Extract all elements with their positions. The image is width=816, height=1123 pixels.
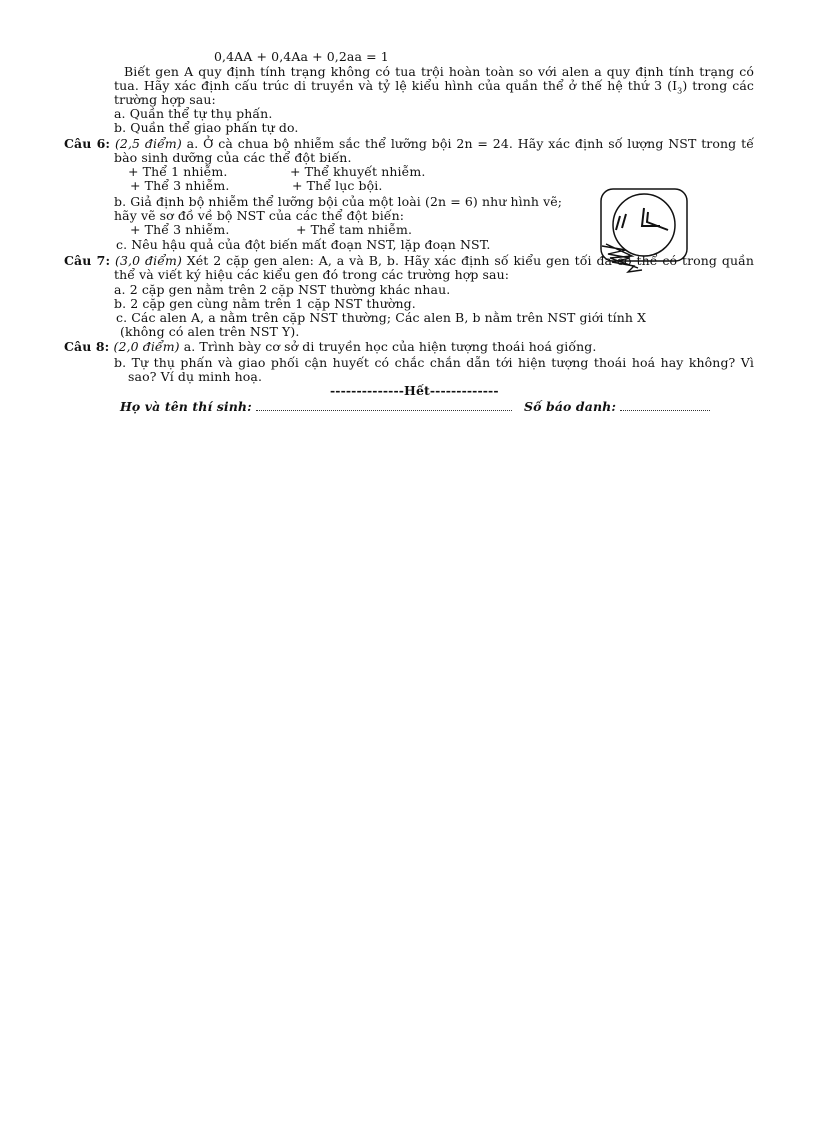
end-marker: --------------Hết-------------: [330, 383, 499, 398]
paragraph-line: thể và viết ký hiệu các kiểu gen đó trong các trường hợp sau:: [114, 267, 510, 282]
paragraph-line: b. Giả định bộ nhiễm thể lưỡng bội của một loài (2n = 6) như hình vẽ;: [114, 194, 563, 209]
id-blank: [620, 400, 710, 411]
option-line: + Thể tam nhiễm.: [296, 222, 413, 237]
paragraph-line: b. Tự thụ phấn và giao phối cận huyết có chắc chắn dẫn tới hiện tượng thoái hoá hay không? Vì: [114, 355, 754, 370]
question-points: (2,0 điểm): [113, 339, 180, 354]
question-points: (3,0 điểm): [115, 253, 182, 268]
option-line: + Thể 3 nhiễm.: [130, 222, 230, 237]
paragraph-line: c. Nêu hậu quả của đột biến mất đoạn NST, lặp đoạn NST.: [116, 237, 491, 252]
name-blank: [256, 400, 512, 411]
id-label: Số báo danh:: [523, 399, 617, 414]
chromosome-mark: [622, 214, 626, 228]
option-line: + Thể lục bội.: [292, 178, 383, 193]
paragraph-line: Biết gen A quy định tính trạng không có tua trội hoàn toàn so với alen a quy định tính trạng có: [124, 64, 754, 79]
paragraph-line: (không có alen trên NST Y).: [120, 324, 300, 339]
option-line: + Thể 3 nhiễm.: [130, 178, 230, 193]
paragraph-line: trường hợp sau:: [114, 92, 216, 107]
candidate-info: [120, 400, 710, 414]
paragraph-line: tua. Hãy xác định cấu trúc di truyền và tỷ lệ kiểu hình của quần thể ở thế hệ thứ 3 $(I_3)$ trong các: [114, 78, 754, 96]
option-line: a. 2 cặp gen nằm trên 2 cặp NST thường khác nhau.: [114, 282, 451, 297]
question-label: Câu 8:: [64, 339, 110, 354]
question-label: Câu 6:: [64, 136, 111, 151]
chromosome-mark: [647, 212, 668, 230]
chromosome-mark: [616, 216, 620, 230]
question-6: Câu 6: (2,5 điểm) a. Ở cà chua bộ nhiễm sắc thể lưỡng bội 2n = 24. Hãy xác định số lượng NST trong tế: [64, 136, 754, 151]
equation-line: 0,4AA + 0,4Aa + 0,2aa = 1: [214, 49, 389, 64]
option-line: c. Các alen A, a nằm trên cặp NST thường; Các alen B, b nằm trên NST giới tính X: [116, 310, 647, 325]
question-points: (2,5 điểm): [114, 136, 182, 151]
question-7: Câu 7: (3,0 điểm) Xét 2 cặp gen alen: A, a và B, b. Hãy xác định số kiểu gen tối đa có thể có trong quần: [64, 253, 755, 268]
option-line: b. 2 cặp gen cùng nằm trên 1 cặp NST thường.: [114, 296, 416, 311]
paragraph-line: hãy vẽ sơ đồ về bộ NST của các thể đột biến:: [114, 208, 405, 223]
option-line: a. Quần thể tự thụ phấn.: [114, 106, 273, 121]
option-line: + Thể khuyết nhiễm.: [290, 164, 426, 179]
question-label: Câu 7:: [64, 253, 111, 268]
option-line: b. Quần thể giao phấn tự do.: [114, 120, 299, 135]
paragraph-line: bào sinh dưỡng của các thể đột biến.: [114, 150, 352, 165]
paragraph-line: sao? Ví dụ minh hoạ.: [128, 369, 263, 384]
question-8: Câu 8: (2,0 điểm) a. Trình bày cơ sở di truyền học của hiện tượng thoái hoá giống.: [64, 339, 597, 354]
name-label: Họ và tên thí sinh:: [120, 399, 252, 414]
option-line: + Thể 1 nhiễm.: [128, 164, 228, 179]
